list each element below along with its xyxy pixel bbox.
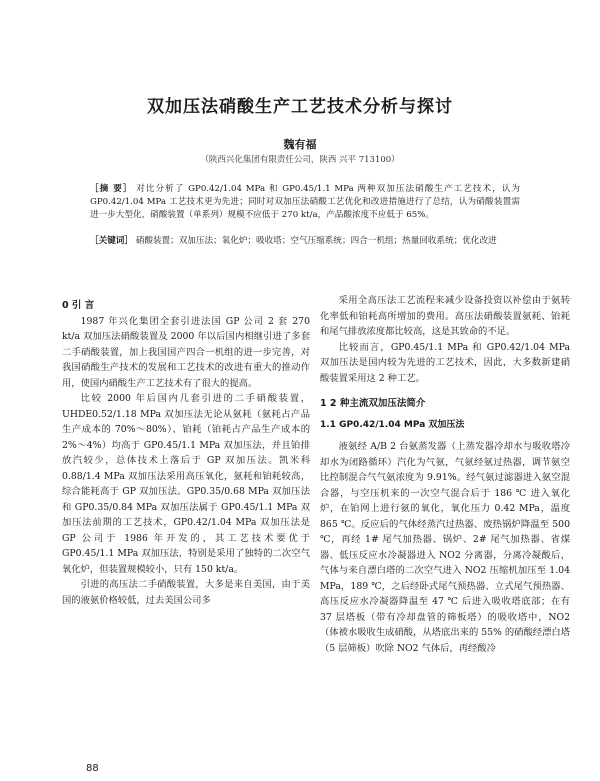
section-heading-intro: 0 引 言 — [62, 300, 95, 311]
right-column — [320, 293, 570, 656]
keywords — [90, 235, 520, 248]
abstract-label: ［摘 要］ — [90, 184, 133, 194]
paper-title: 双加压法硝酸生产工艺技术分析与探讨 — [147, 97, 453, 117]
keywords-text: 硝酸装置；双加压法；氧化炉；吸收塔；空气压缩系统；四合一机组；热量回收系统；优化改进 — [135, 236, 497, 246]
paragraph: 液氨经 A/B 2 台氨蒸发器（上蒸发器冷却水与吸收塔冷却水为闭路循环）汽化为气氨，气氨经氨过热器，调节氨空比控制混合气气氨浓度为 9.91%。经气氨过滤器进入氨空混合器，与空压机来的一次空气混合后于 186 ℃ 进入氧化炉，在铂网上进行氨的氧化，氧化压力 0.42 MPa，温度 865 ℃。反应后的气体经蒸汽过热器、废热锅炉降温至 500 ℃，再经 1# 尾气加热器、锅炉、2# 尾气加热器、省煤器、低压反应水冷凝器进入 NO2 分离器，分离冷凝酸后，气体与来自漂白塔的二次空气进入 NO2 压缩机加压至 1.04 MPa，189 ℃，之后经卧式尾气预热器、立式尾气预热器、高压反应水冷凝器降温至 47 ℃ 后进入吸收塔底部；在有 37 层塔板（带有冷却盘管的筛板塔）的吸收塔中，NO2（体被水吸收生成硝酸，从塔底出来的 55% 的硝酸经漂白塔（5 层筛板）吹除 NO2 气体后，再经酸冷 — [320, 441, 570, 654]
page-number: 88 — [86, 763, 99, 774]
section-heading-1: 1 2 种主流双加压法简介 — [320, 398, 426, 409]
keywords-label: ［关键词］ — [90, 236, 133, 246]
abstract-text: 对比分析了 GP0.42/1.04 MPa 和 GP0.45/1.1 MPa 两种双加压法硝酸生产工艺技术，认为 GP0.42/1.04 MPa 工艺技术更为先进；同时对双加压法硝酸工艺优化和改进措施进行了总结，认为硝酸装置需进一步大型化，硝酸装置（单系列）规模不应低于 270 kt/a，产品酸浓度不应低于 65%。 — [90, 184, 521, 221]
author-name: 魏有福 — [283, 138, 317, 151]
paragraph: 引进的高压法二手硝酸装置，大多是来自美国，由于美国的液氨价格较低，过去美国公司多 — [62, 579, 310, 606]
paragraph: 比较 2000 年后国内几套引进的二手硝酸装置，UHDE0.52/1.18 MPa 双加压法无论从氨耗（氨耗占产品生产成本的 70%～80%）、铂耗（铂耗占产品生产成本的 2%～4%）均高于 GP0.45/1.1 MPa 双加压法，并且铂排放汽较少，总体技术上落后于 GP 双加压法。凯米科 0.88/1.4 MPa 双加压法采用高压氧化，氨耗和铂耗较高，综合能耗高于 GP 双加压法。GP0.35/0.68 MPa 双加压法和 GP0.35/0.84 MPa 双加压法属于 GP0.45/1.1 MPa 双加压法前期的工艺技术，GP0.42/1.04 MPa 双加压法是 GP 公司于 1986 年开发的，其工艺技术要优于 GP0.45/1.1 MPa 双加压法，特别是采用了独特的二次空气氧化炉，但装置规模较小，只有 150 kt/a。 — [62, 393, 310, 575]
left-column — [62, 298, 310, 608]
author-affiliation: （陕西兴化集团有限责任公司，陕西 兴平 713100） — [200, 155, 400, 165]
subsection-heading-1-1: 1.1 GP0.42/1.04 MPa 双加压法 — [320, 419, 465, 430]
paragraph: 比较而言，GP0.45/1.1 MPa 和 GP0.42/1.04 MPa 双加压法是国内较为先进的工艺技术，因此，大多数新建硝酸装置采用这 2 种工艺。 — [320, 341, 570, 384]
abstract — [90, 183, 520, 223]
paragraph: 1987 年兴化集团全套引进法国 GP 公司 2 套 270 kt/a 双加压法硝酸装置及 2000 年以后国内相继引进了多套二手硝酸装置，加上我国国产四合一机组的进一步完善，对我国硝酸生产技术的发展和工艺技术的改进有重大的推动作用，使国内硝酸生产工艺技术有了很大的提高。 — [62, 315, 310, 389]
paragraph: 采用全高压法工艺流程来减少设备投资以补偿由于氨转化率低和铂耗高所增加的费用。高压法硝酸装置氨耗、铂耗和尾气排放浓度都比较高，这是其致命的不足。 — [320, 295, 570, 337]
